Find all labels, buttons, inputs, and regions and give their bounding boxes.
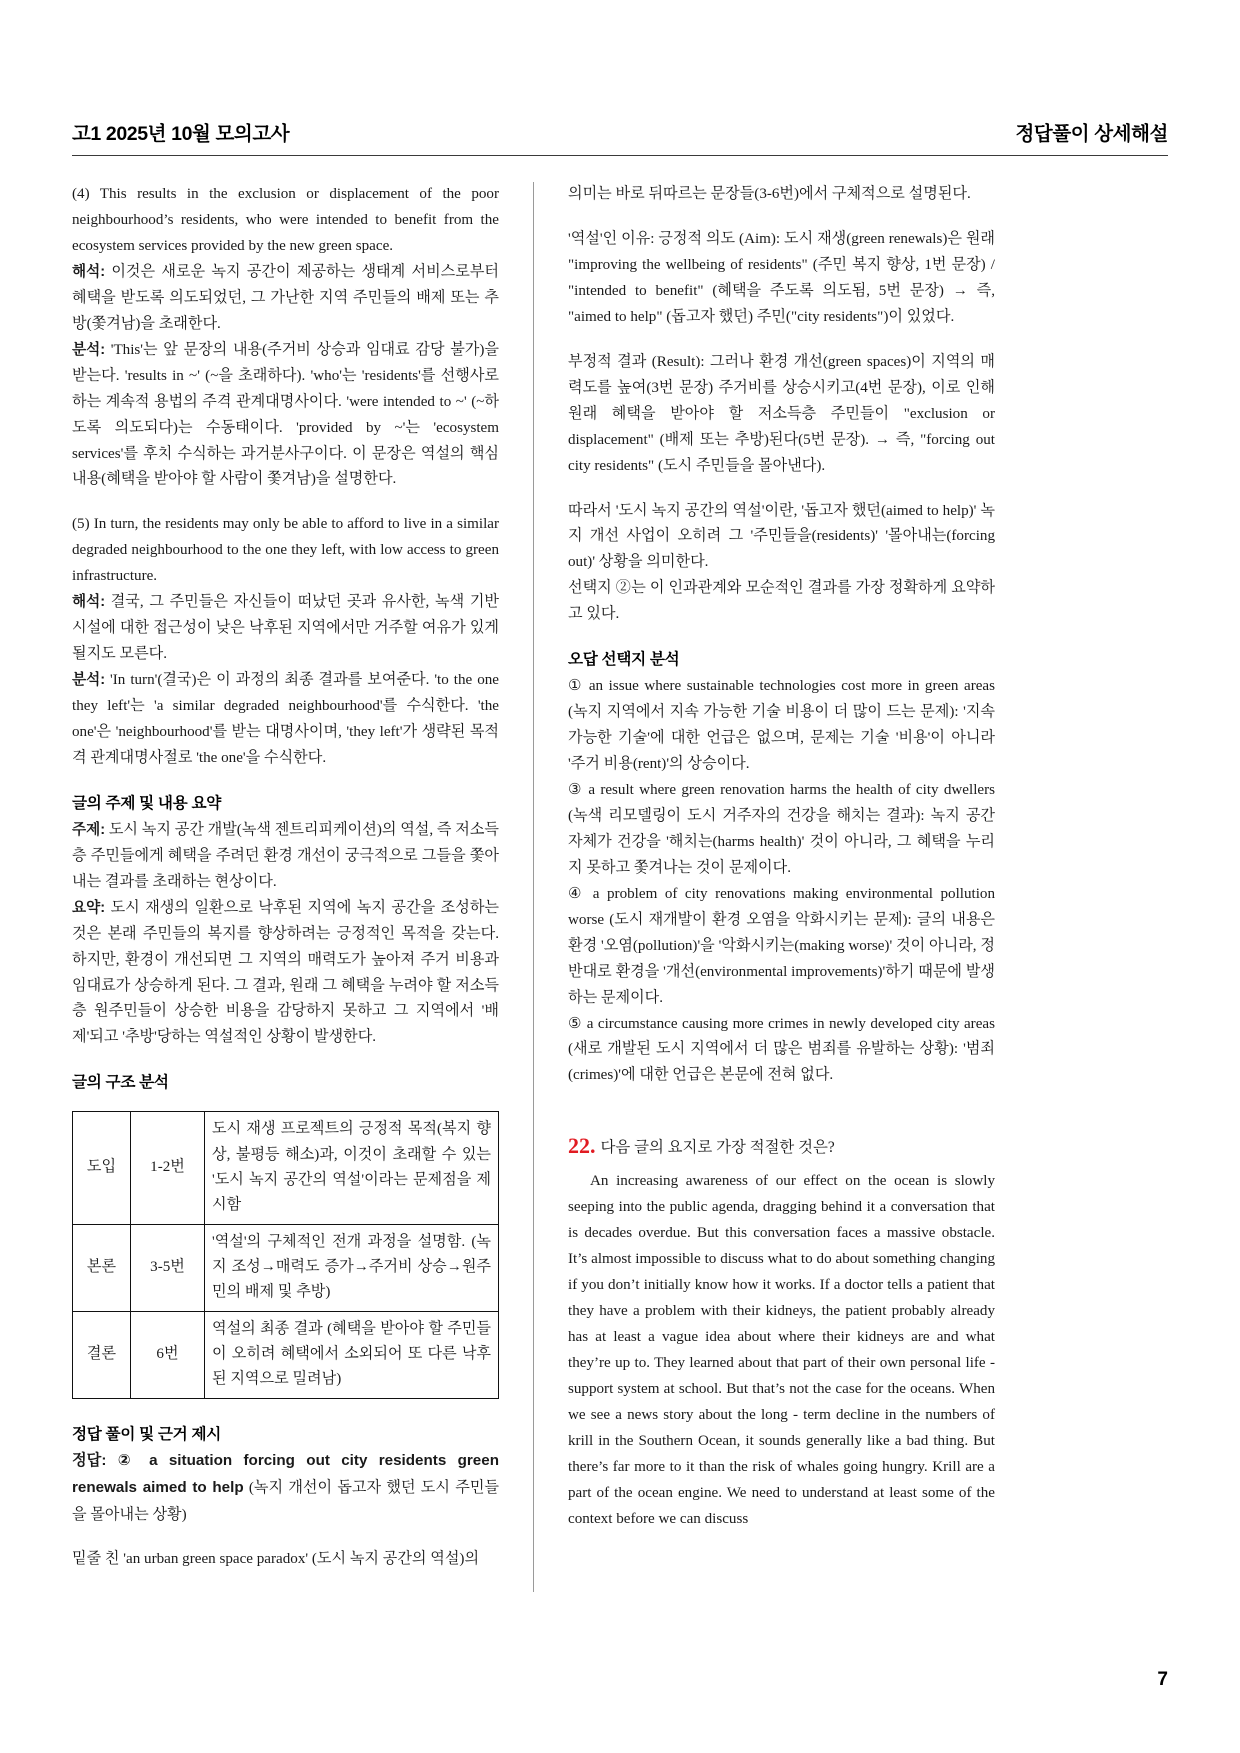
structure-table xyxy=(72,1111,499,1398)
table-row xyxy=(73,1224,499,1311)
answer-choice-text: ② a situation forcing out city residents green renewals aimed to help xyxy=(72,1452,499,1496)
answer-label: 정답: xyxy=(72,1452,107,1470)
table-row xyxy=(73,1311,499,1398)
structure-table-body xyxy=(73,1112,499,1398)
answer-section-heading: 정답 풀이 및 근거 제시 xyxy=(72,1425,222,1443)
question-prompt: 다음 글의 요지로 가장 적절한 것은? xyxy=(600,1139,835,1157)
table-cell-description: '역설'의 구체적인 전개 과정을 설명함. (녹지 조성→매력도 증가→주거비 상승→원주민의 배제 및 추방) xyxy=(205,1224,499,1311)
abstract-text: 도시 재생의 일환으로 낙후된 지역에 녹지 공간을 조성하는 것은 본래 주민들의 복지를 향상하려는 긍정적인 목적을 갖는다. 하지만, 환경이 개선되면 그 지역의 매력도가 높아져 주거 비용과 임대료가 상승하게 된다. 그 결과, 원래 그 혜택을 누려야 할 저소득층 원주민들이 상승한 비용을 감당하지 못하고 그 지역에서 '배제'되고 '추방'당하는 역설적인 상황이 발생한다. xyxy=(72,899,499,1046)
sentence-5-translation xyxy=(72,590,499,668)
question-passage: An increasing awareness of our effect on the ocean is slowly seeping into the public agenda, dragging behind it a conversation that is decades overdue. But this conversation faces a massive obstacle. It’s almost impossible to discuss what to do about something changing if you don’t initially know how it works. If a doctor tells a patient that they have a problem with their kidneys, the patient probably already has at least a vague idea about where their kidneys are and what they’re up to. They learned about that part of their own personal life - support system at school. But that’s not the case for the oceans. When we see a news story about the long - term decline in the numbers of krill in the Southern Ocean, it sounds generally like a bad thing. But there’s far more to it than the risk of whales going hungry. Krill are a part of the ocean engine. We need to understand at least some of the context before we can discuss xyxy=(568,1173,995,1527)
table-cell-sentences: 3-5번 xyxy=(131,1224,205,1311)
distractor-item: ① an issue where sustainable technologies cost more in green areas (녹지 지역에서 지속 가능한 기술 비용이 더 많이 드는 문제): '지속 가능한 기술'에 대한 언급은 없으며, 문제는 기술 '비용'이 아니라 '주거 비용(rent)'의 상승이다. xyxy=(568,678,995,772)
header-divider xyxy=(72,155,1168,156)
spacer xyxy=(568,1089,995,1108)
spacer xyxy=(568,480,995,499)
distractor-item: ⑤ a circumstance causing more crimes in newly developed city areas (새로 개발된 도시 지역에서 더 많은 범죄를 유발하는 상황): '범죄(crimes)'에 대한 언급은 본문에 전혀 없다. xyxy=(568,1015,995,1084)
abstract-label: 요약: xyxy=(72,899,106,916)
translation-label: 해석: xyxy=(72,263,106,280)
analysis-label: 분석: xyxy=(72,341,106,358)
translation-text: 결국, 그 주민들은 자신들이 떠났던 곳과 유사한, 녹색 기반 시설에 대한 접근성이 낮은 낙후된 지역에서만 거주할 여유가 있게 될지도 모른다. xyxy=(72,594,499,663)
spacer xyxy=(568,208,995,227)
table-cell-sentences: 1-2번 xyxy=(131,1112,205,1224)
table-row xyxy=(73,1112,499,1224)
table-cell-stage: 도입 xyxy=(73,1112,131,1224)
page-number: 7 xyxy=(1157,1669,1168,1690)
sentence-4-translation xyxy=(72,260,499,338)
left-column xyxy=(72,182,533,1592)
table-cell-sentences: 6번 xyxy=(131,1311,205,1398)
distractor-item: ④ a problem of city renovations making environmental pollution worse (도시 재개발이 환경 오염을 악화시키는 문제): 글의 내용은 환경 '오염(pollution)'을 '악화시키는(making worse)' 것이 아니라, 정반대로 환경을 '개선(environmental improvements)'하기 때문에 발생하는 문제이다. xyxy=(568,885,995,1006)
structure-section-heading: 글의 구조 분석 xyxy=(72,1074,169,1092)
choice-note-paragraph: 선택지 ②는 이 인과관계와 모순적인 결과를 가장 정확하게 요약하고 있다. xyxy=(568,580,995,623)
table-cell-stage: 결론 xyxy=(73,1311,131,1398)
summary-topic xyxy=(72,818,499,896)
negative-result-paragraph: 부정적 결과 (Result): 그러나 환경 개선(green spaces)이 지역의 매력도를 높여(3번 문장) 주거비를 상승시키고(4번 문장), 이로 인해 원래 혜택을 받아야 할 저소득층 주민들이 "exclusion or displacement" (배제 또는 추방)된다(5번 문장). → 즉, "forcing out city residents" (도시 주민들을 몰아낸다). xyxy=(568,353,995,474)
table-cell-description: 도시 재생 프로젝트의 긍정적 목적(복지 향상, 불평등 해소)과, 이것이 초래할 수 있는 '도시 녹지 공간의 역설'이라는 문제점을 제시함 xyxy=(205,1112,499,1224)
distractor-item: ③ a result where green renovation harms the health of city dwellers (녹색 리모델링이 도시 거주자의 건강을 해치는 결과): 녹지 공간 자체가 건강을 '해치는(harms health)' 것이 아니라, 그 혜택을 누리지 못하고 쫓겨나는 것이 문제이다. xyxy=(568,781,995,876)
spacer xyxy=(72,772,499,791)
sentence-5-analysis xyxy=(72,668,499,772)
analysis-text: 'In turn'(결국)은 이 과정의 최종 결과를 보여준다. 'to the one they left'는 'a similar degraded neighbourhood'를 수식한다. 'the one'은 'neighbourhood'를 받는 대명사이며, 'they left'가 생략된 목적격 관계대명사절로 'the one'을 수식한다. xyxy=(72,672,499,767)
table-cell-description: 역설의 최종 결과 (혜택을 받아야 할 주민들이 오히려 혜택에서 소외되어 또 다른 낙후된 지역으로 밀려남) xyxy=(205,1311,499,1398)
answer-gloss: (녹지 개선이 돕고자 했던 도시 주민들을 몰아내는 상황) xyxy=(72,1479,499,1523)
answer-explanation-tail: 밑줄 친 'an urban green space paradox' (도시 녹지 공간의 역설)의 xyxy=(72,1551,480,1568)
spacer xyxy=(568,1108,995,1127)
distractor-section-heading: 오답 선택지 분석 xyxy=(568,651,680,669)
header-section-title: 정답풀이 상세해설 xyxy=(1015,123,1168,145)
sentence-5-english: (5) In turn, the residents may only be able to afford to live in a similar degraded neighbourhood to the one they left, with low access to green infrastructure. xyxy=(72,516,499,585)
spacer xyxy=(72,1051,499,1070)
right-column xyxy=(534,182,995,1592)
topic-label: 주제: xyxy=(72,821,106,838)
summary-abstract xyxy=(72,896,499,1052)
spacer xyxy=(568,331,995,350)
spacer xyxy=(72,493,499,512)
translation-text: 이것은 새로운 녹지 공간이 제공하는 생태계 서비스로부터 혜택을 받도록 의도되었던, 그 가난한 지역 주민들의 배제 또는 추방(쫓겨남)을 초래한다. xyxy=(72,263,499,332)
sentence-4-english: (4) This results in the exclusion or displacement of the poor neighbourhood’s residents, who were intended to benefit from the ecosystem services provided by the new green space. xyxy=(72,186,499,254)
table-cell-stage: 본론 xyxy=(73,1224,131,1311)
paradox-reason-paragraph: '역설'인 이유: 긍정적 의도 (Aim): 도시 재생(green renewals)은 원래 "improving the wellbeing of residents" (주민 복지 향상, 1번 문장) / "intended to benefit" (혜택을 주도록 의도됨, 5번 문장) → 즉, "aimed to help" (돕고자 했던) 주민("city residents")이 있었다. xyxy=(568,230,995,325)
page-header xyxy=(72,118,1168,155)
explanation-continuation: 의미는 바로 뒤따르는 문장들(3-6번)에서 구체적으로 설명된다. xyxy=(568,186,971,202)
summary-section-heading: 글의 주제 및 내용 요약 xyxy=(72,794,222,812)
translation-label: 해석: xyxy=(72,594,106,611)
topic-text: 도시 녹지 공간 개발(녹색 젠트리피케이션)의 역설, 즉 저소득층 주민들에게 혜택을 주려던 환경 개선이 궁극적으로 그들을 쫓아내는 결과를 초래하는 현상이다. xyxy=(72,821,500,890)
analysis-text: 'This'는 앞 문장의 내용(주거비 상승과 임대료 감당 불가)을 받는다. 'results in ~' (~을 초래하다). 'who'는 'residents'를 선행사로 하는 계속적 용법의 주격 관계대명사이다. 'were intended to ~' (~하도록 의도되다)는 수동태이다. 'provided by ~'는 'ecosystem services'를 후치 수식하는 과거분사구이다. 이 문장은 역설의 핵심 내용(혜택을 받아야 할 사람이 쫓겨남)을 설명한다. xyxy=(72,341,499,488)
question-number: 22. xyxy=(568,1133,596,1159)
answer-line xyxy=(72,1448,499,1528)
analysis-label: 분석: xyxy=(72,672,106,689)
spacer xyxy=(568,628,995,647)
sentence-4-analysis xyxy=(72,338,499,494)
spacer xyxy=(72,1403,499,1422)
conclusion-paragraph: 따라서 '도시 녹지 공간의 역설'이란, '돕고자 했던(aimed to help)' 녹지 개선 사업이 오히려 그 '주민들을(residents)' '몰아내는(forcing out)' 상황을 의미한다. xyxy=(568,502,995,571)
question-heading xyxy=(568,1127,995,1165)
header-exam-title: 고1 2025년 10월 모의고사 xyxy=(72,123,290,145)
spacer xyxy=(72,1528,499,1547)
two-column-body xyxy=(72,182,1168,1592)
